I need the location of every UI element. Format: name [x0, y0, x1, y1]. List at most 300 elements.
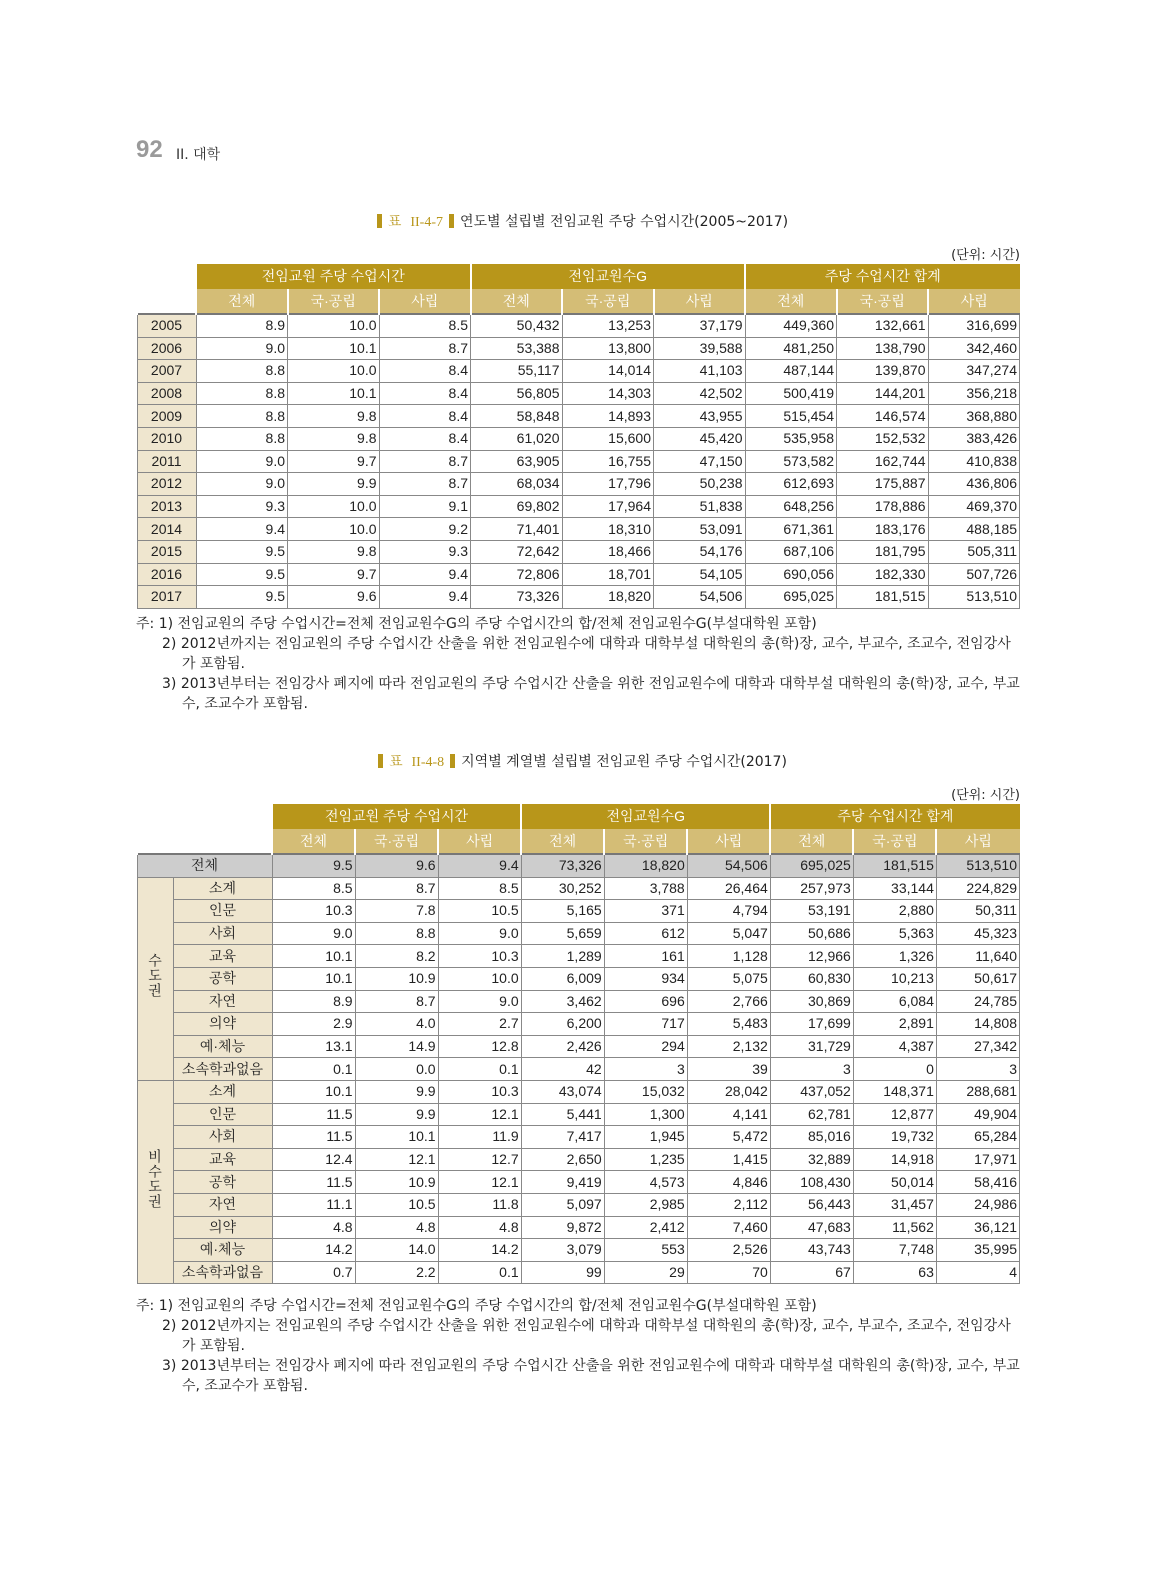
value-cell: 9.0	[196, 473, 288, 496]
value-cell: 53,191	[770, 900, 853, 923]
header-subcolumn: 국·공립	[562, 289, 654, 314]
value-cell: 18,310	[562, 518, 654, 541]
table-label: 표	[389, 755, 403, 770]
header-sub-row	[137, 289, 1020, 314]
value-cell: 12,966	[770, 945, 853, 968]
table-row	[137, 1239, 1020, 1262]
value-cell: 10.0	[288, 360, 380, 383]
value-cell: 30,252	[521, 877, 604, 900]
table-row	[137, 967, 1020, 990]
year-cell: 2015	[137, 540, 196, 563]
value-cell: 2,412	[604, 1216, 687, 1239]
value-cell: 9.0	[438, 922, 521, 945]
value-cell: 58,416	[936, 1171, 1019, 1194]
value-cell: 9.8	[288, 405, 380, 428]
table-number: II-4-8	[411, 755, 445, 770]
field-label: 공학	[173, 1171, 272, 1194]
table-row	[137, 1171, 1020, 1194]
header-group-row	[137, 264, 1020, 289]
value-cell: 7.8	[355, 900, 438, 923]
value-cell: 5,483	[687, 1013, 770, 1036]
value-cell: 535,958	[745, 427, 837, 450]
value-cell: 182,330	[837, 563, 929, 586]
value-cell: 2.2	[355, 1261, 438, 1284]
value-cell: 56,805	[471, 382, 563, 405]
value-cell: 8.7	[379, 473, 471, 496]
value-cell: 99	[521, 1261, 604, 1284]
value-cell: 224,829	[936, 877, 1019, 900]
value-cell: 152,532	[837, 427, 929, 450]
value-cell: 63	[853, 1261, 936, 1284]
value-cell: 1,415	[687, 1148, 770, 1171]
value-cell: 139,870	[837, 360, 929, 383]
value-cell: 73,326	[471, 586, 563, 609]
value-cell: 72,642	[471, 540, 563, 563]
value-cell: 1,128	[687, 945, 770, 968]
value-cell: 47,683	[770, 1216, 853, 1239]
value-cell: 9.7	[288, 563, 380, 586]
value-cell: 3	[770, 1058, 853, 1081]
value-cell: 8.9	[196, 314, 288, 337]
header-subcolumn: 국·공립	[288, 289, 380, 314]
value-cell: 695,025	[770, 854, 853, 877]
value-cell: 0.1	[272, 1058, 355, 1081]
value-cell: 53,091	[654, 518, 746, 541]
value-cell: 0	[853, 1058, 936, 1081]
value-cell: 4,573	[604, 1171, 687, 1194]
value-cell: 62,781	[770, 1103, 853, 1126]
value-cell: 5,659	[521, 922, 604, 945]
table1-unit: (단위: 시간)	[951, 248, 1020, 263]
value-cell: 26,464	[687, 877, 770, 900]
value-cell: 8.4	[379, 405, 471, 428]
value-cell: 488,185	[928, 518, 1020, 541]
value-cell: 162,744	[837, 450, 929, 473]
field-label: 예·체능	[173, 1035, 272, 1058]
title-marker-icon	[378, 754, 383, 768]
header-subcolumn: 국·공립	[604, 829, 687, 854]
value-cell: 10.3	[438, 945, 521, 968]
value-cell: 934	[604, 967, 687, 990]
value-cell: 11.5	[272, 1103, 355, 1126]
value-cell: 161	[604, 945, 687, 968]
table-row	[137, 1126, 1020, 1149]
value-cell: 9.8	[288, 427, 380, 450]
year-cell: 2009	[137, 405, 196, 428]
value-cell: 55,117	[471, 360, 563, 383]
value-cell: 10.9	[355, 967, 438, 990]
field-label: 공학	[173, 967, 272, 990]
region-name: 수도권	[147, 953, 163, 999]
table1-notes	[136, 614, 1020, 714]
table2-notes	[136, 1296, 1020, 1396]
value-cell: 500,419	[745, 382, 837, 405]
value-cell: 513,510	[928, 586, 1020, 609]
value-cell: 2.7	[438, 1013, 521, 1036]
value-cell: 9.5	[196, 563, 288, 586]
table-row	[137, 540, 1020, 563]
table-row	[137, 1261, 1020, 1284]
value-cell: 10.3	[438, 1080, 521, 1103]
value-cell: 8.7	[355, 990, 438, 1013]
value-cell: 14.0	[355, 1239, 438, 1262]
table-row	[137, 495, 1020, 518]
value-cell: 9,419	[521, 1171, 604, 1194]
field-label: 소속학과없음	[173, 1261, 272, 1284]
header-corner	[137, 264, 196, 314]
table-row	[137, 586, 1020, 609]
value-cell: 0.0	[355, 1058, 438, 1081]
value-cell: 148,371	[853, 1080, 936, 1103]
header-group: 전임교원수G	[521, 804, 770, 829]
value-cell: 13,800	[562, 337, 654, 360]
value-cell: 648,256	[745, 495, 837, 518]
value-cell: 39,588	[654, 337, 746, 360]
value-cell: 16,755	[562, 450, 654, 473]
value-cell: 2,112	[687, 1193, 770, 1216]
footnote: 3) 2013년부터는 전임강사 폐지에 따라 전임교원의 주당 수업시간 산출을 위한 전임교원수에 대학과 대학부설 대학원의 총(학)장, 교수, 부교수, 조교수가 포함됨.	[162, 676, 1020, 712]
table-row	[137, 473, 1020, 496]
table-number: II-4-7	[410, 215, 443, 230]
value-cell: 54,506	[687, 854, 770, 877]
header-subcolumn: 사립	[379, 289, 471, 314]
value-cell: 10.1	[288, 382, 380, 405]
value-cell: 41,103	[654, 360, 746, 383]
value-cell: 13.1	[272, 1035, 355, 1058]
value-cell: 14,808	[936, 1013, 1019, 1036]
value-cell: 8.4	[379, 360, 471, 383]
value-cell: 10.0	[288, 314, 380, 337]
header-subcolumn: 사립	[654, 289, 746, 314]
value-cell: 4.0	[355, 1013, 438, 1036]
value-cell: 0.1	[438, 1058, 521, 1081]
value-cell: 294	[604, 1035, 687, 1058]
value-cell: 371	[604, 900, 687, 923]
value-cell: 10.0	[288, 518, 380, 541]
value-cell: 505,311	[928, 540, 1020, 563]
value-cell: 9.3	[196, 495, 288, 518]
year-cell: 2011	[137, 450, 196, 473]
value-cell: 11,562	[853, 1216, 936, 1239]
value-cell: 2,891	[853, 1013, 936, 1036]
field-label: 사회	[173, 1126, 272, 1149]
field-label: 사회	[173, 922, 272, 945]
value-cell: 8.2	[355, 945, 438, 968]
value-cell: 9.0	[196, 337, 288, 360]
table2-title	[0, 751, 1159, 771]
value-cell: 7,460	[687, 1216, 770, 1239]
value-cell: 50,432	[471, 314, 563, 337]
table-row	[137, 877, 1020, 900]
footnote: 주: 1) 전임교원의 주당 수업시간=전체 전임교원수G의 주당 수업시간의 합/전체 전임교원수G(부설대학원 포함)	[136, 616, 817, 632]
header-subcolumn: 국·공립	[853, 829, 936, 854]
table-row	[137, 1013, 1020, 1036]
field-label: 인문	[173, 900, 272, 923]
field-label: 소속학과없음	[173, 1058, 272, 1081]
header-subcolumn: 전체	[196, 289, 288, 314]
year-cell: 2012	[137, 473, 196, 496]
value-cell: 8.8	[196, 405, 288, 428]
value-cell: 17,971	[936, 1148, 1019, 1171]
value-cell: 9.8	[288, 540, 380, 563]
value-cell: 14,014	[562, 360, 654, 383]
value-cell: 2,985	[604, 1193, 687, 1216]
table-row	[137, 314, 1020, 337]
year-cell: 2010	[137, 427, 196, 450]
value-cell: 3	[604, 1058, 687, 1081]
value-cell: 4,846	[687, 1171, 770, 1194]
value-cell: 9.6	[288, 586, 380, 609]
value-cell: 11.9	[438, 1126, 521, 1149]
value-cell: 18,820	[604, 854, 687, 877]
field-label: 예·체능	[173, 1239, 272, 1262]
value-cell: 42,502	[654, 382, 746, 405]
value-cell: 29	[604, 1261, 687, 1284]
value-cell: 35,995	[936, 1239, 1019, 1262]
value-cell: 8.5	[379, 314, 471, 337]
value-cell: 6,084	[853, 990, 936, 1013]
value-cell: 24,785	[936, 990, 1019, 1013]
value-cell: 58,848	[471, 405, 563, 428]
value-cell: 175,887	[837, 473, 929, 496]
footnote: 2) 2012년까지는 전임교원의 주당 수업시간 산출을 위한 전임교원수에 대학과 대학부설 대학원의 총(학)장, 교수, 부교수, 조교수, 전임강사가 포함됨.	[162, 636, 1011, 672]
value-cell: 3,462	[521, 990, 604, 1013]
value-cell: 573,582	[745, 450, 837, 473]
value-cell: 85,016	[770, 1126, 853, 1149]
value-cell: 3	[936, 1058, 1019, 1081]
value-cell: 12.4	[272, 1148, 355, 1171]
value-cell: 4,141	[687, 1103, 770, 1126]
value-cell: 553	[604, 1239, 687, 1262]
field-label: 인문	[173, 1103, 272, 1126]
field-label: 자연	[173, 1193, 272, 1216]
value-cell: 11.5	[272, 1126, 355, 1149]
footnote: 2) 2012년까지는 전임교원의 주당 수업시간 산출을 위한 전임교원수에 대학과 대학부설 대학원의 총(학)장, 교수, 부교수, 조교수, 전임강사가 포함됨.	[162, 1318, 1011, 1354]
value-cell: 68,034	[471, 473, 563, 496]
value-cell: 11.5	[272, 1171, 355, 1194]
value-cell: 2.9	[272, 1013, 355, 1036]
value-cell: 515,454	[745, 405, 837, 428]
value-cell: 31,457	[853, 1193, 936, 1216]
value-cell: 70	[687, 1261, 770, 1284]
value-cell: 10.5	[438, 900, 521, 923]
value-cell: 410,838	[928, 450, 1020, 473]
value-cell: 8.8	[196, 427, 288, 450]
field-label: 의약	[173, 1216, 272, 1239]
value-cell: 2,650	[521, 1148, 604, 1171]
footnote: 3) 2013년부터는 전임강사 폐지에 따라 전임교원의 주당 수업시간 산출을 위한 전임교원수에 대학과 대학부설 대학원의 총(학)장, 교수, 부교수, 조교수가 포함됨.	[162, 1358, 1020, 1394]
year-cell: 2005	[137, 314, 196, 337]
header-subcolumn: 전체	[745, 289, 837, 314]
header-group: 전임교원수G	[471, 264, 746, 289]
field-label: 교육	[173, 945, 272, 968]
value-cell: 146,574	[837, 405, 929, 428]
value-cell: 5,047	[687, 922, 770, 945]
value-cell: 513,510	[936, 854, 1019, 877]
value-cell: 9.0	[196, 450, 288, 473]
value-cell: 14,918	[853, 1148, 936, 1171]
table-row	[137, 1148, 1020, 1171]
value-cell: 5,097	[521, 1193, 604, 1216]
value-cell: 11.1	[272, 1193, 355, 1216]
table-row	[137, 337, 1020, 360]
table-title-text: 연도별 설립별 전임교원 주당 수업시간(2005~2017)	[459, 214, 789, 230]
value-cell: 9.5	[272, 854, 355, 877]
value-cell: 10,213	[853, 967, 936, 990]
value-cell: 11,640	[936, 945, 1019, 968]
value-cell: 132,661	[837, 314, 929, 337]
value-cell: 9.9	[355, 1080, 438, 1103]
value-cell: 12.1	[355, 1148, 438, 1171]
value-cell: 19,732	[853, 1126, 936, 1149]
value-cell: 3,079	[521, 1239, 604, 1262]
value-cell: 36,121	[936, 1216, 1019, 1239]
value-cell: 14.2	[272, 1239, 355, 1262]
value-cell: 10.1	[272, 967, 355, 990]
value-cell: 10.1	[288, 337, 380, 360]
value-cell: 10.3	[272, 900, 355, 923]
header-subcolumn: 전체	[471, 289, 563, 314]
value-cell: 612,693	[745, 473, 837, 496]
value-cell: 695,025	[745, 586, 837, 609]
value-cell: 12.1	[438, 1103, 521, 1126]
value-cell: 51,838	[654, 495, 746, 518]
value-cell: 10.1	[272, 1080, 355, 1103]
value-cell: 10.5	[355, 1193, 438, 1216]
value-cell: 138,790	[837, 337, 929, 360]
value-cell: 1,945	[604, 1126, 687, 1149]
header-group: 주당 수업시간 합계	[745, 264, 1020, 289]
value-cell: 1,289	[521, 945, 604, 968]
value-cell: 47,150	[654, 450, 746, 473]
value-cell: 18,466	[562, 540, 654, 563]
value-cell: 4,387	[853, 1035, 936, 1058]
value-cell: 178,886	[837, 495, 929, 518]
value-cell: 31,729	[770, 1035, 853, 1058]
field-label: 교육	[173, 1148, 272, 1171]
header-subcolumn: 전체	[272, 829, 355, 854]
header-subcolumn: 사립	[936, 829, 1019, 854]
value-cell: 437,052	[770, 1080, 853, 1103]
region-name: 비수도권	[147, 1149, 163, 1210]
table-row	[137, 922, 1020, 945]
value-cell: 2,766	[687, 990, 770, 1013]
value-cell: 257,973	[770, 877, 853, 900]
value-cell: 9.9	[288, 473, 380, 496]
value-cell: 50,311	[936, 900, 1019, 923]
value-cell: 12,877	[853, 1103, 936, 1126]
value-cell: 50,617	[936, 967, 1019, 990]
value-cell: 50,238	[654, 473, 746, 496]
value-cell: 347,274	[928, 360, 1020, 383]
value-cell: 8.7	[355, 877, 438, 900]
title-marker-icon	[377, 214, 382, 228]
value-cell: 17,699	[770, 1013, 853, 1036]
value-cell: 2,880	[853, 900, 936, 923]
title-marker-icon	[450, 754, 455, 768]
header-group: 전임교원 주당 수업시간	[272, 804, 521, 829]
table1-yearly-hours	[136, 264, 1020, 609]
value-cell: 671,361	[745, 518, 837, 541]
value-cell: 13,253	[562, 314, 654, 337]
value-cell: 71,401	[471, 518, 563, 541]
region-cell	[137, 1080, 173, 1283]
value-cell: 9.1	[379, 495, 471, 518]
value-cell: 27,342	[936, 1035, 1019, 1058]
value-cell: 72,806	[471, 563, 563, 586]
value-cell: 54,105	[654, 563, 746, 586]
value-cell: 4	[936, 1261, 1019, 1284]
header-subcolumn: 전체	[521, 829, 604, 854]
value-cell: 50,014	[853, 1171, 936, 1194]
value-cell: 368,880	[928, 405, 1020, 428]
value-cell: 33,144	[853, 877, 936, 900]
value-cell: 24,986	[936, 1193, 1019, 1216]
value-cell: 17,796	[562, 473, 654, 496]
table-row	[137, 1080, 1020, 1103]
value-cell: 50,686	[770, 922, 853, 945]
value-cell: 10.1	[355, 1126, 438, 1149]
value-cell: 9.0	[438, 990, 521, 1013]
value-cell: 5,441	[521, 1103, 604, 1126]
value-cell: 12.1	[438, 1171, 521, 1194]
value-cell: 53,388	[471, 337, 563, 360]
value-cell: 30,869	[770, 990, 853, 1013]
value-cell: 507,726	[928, 563, 1020, 586]
value-cell: 9.9	[355, 1103, 438, 1126]
value-cell: 8.5	[272, 877, 355, 900]
value-cell: 8.9	[272, 990, 355, 1013]
value-cell: 1,326	[853, 945, 936, 968]
value-cell: 717	[604, 1013, 687, 1036]
table-row	[137, 1193, 1020, 1216]
table-row	[137, 518, 1020, 541]
value-cell: 9.4	[196, 518, 288, 541]
value-cell: 15,600	[562, 427, 654, 450]
table-row	[137, 427, 1020, 450]
value-cell: 1,300	[604, 1103, 687, 1126]
year-cell: 2017	[137, 586, 196, 609]
value-cell: 316,699	[928, 314, 1020, 337]
value-cell: 181,515	[853, 854, 936, 877]
value-cell: 28,042	[687, 1080, 770, 1103]
table1-title	[0, 211, 1159, 231]
field-label: 소계	[173, 877, 272, 900]
value-cell: 8.4	[379, 427, 471, 450]
value-cell: 63,905	[471, 450, 563, 473]
value-cell: 383,426	[928, 427, 1020, 450]
value-cell: 687,106	[745, 540, 837, 563]
value-cell: 2,526	[687, 1239, 770, 1262]
value-cell: 61,020	[471, 427, 563, 450]
header-subcolumn: 국·공립	[837, 289, 929, 314]
table-row	[137, 450, 1020, 473]
value-cell: 2,132	[687, 1035, 770, 1058]
value-cell: 8.8	[196, 360, 288, 383]
value-cell: 9.0	[272, 922, 355, 945]
value-cell: 65,284	[936, 1126, 1019, 1149]
value-cell: 9.5	[196, 586, 288, 609]
value-cell: 487,144	[745, 360, 837, 383]
value-cell: 9.7	[288, 450, 380, 473]
value-cell: 14.2	[438, 1239, 521, 1262]
value-cell: 5,075	[687, 967, 770, 990]
row-label: 전체	[137, 854, 272, 877]
header-subcolumn: 국·공립	[355, 829, 438, 854]
table-row	[137, 945, 1020, 968]
value-cell: 14.9	[355, 1035, 438, 1058]
table-row	[137, 360, 1020, 383]
